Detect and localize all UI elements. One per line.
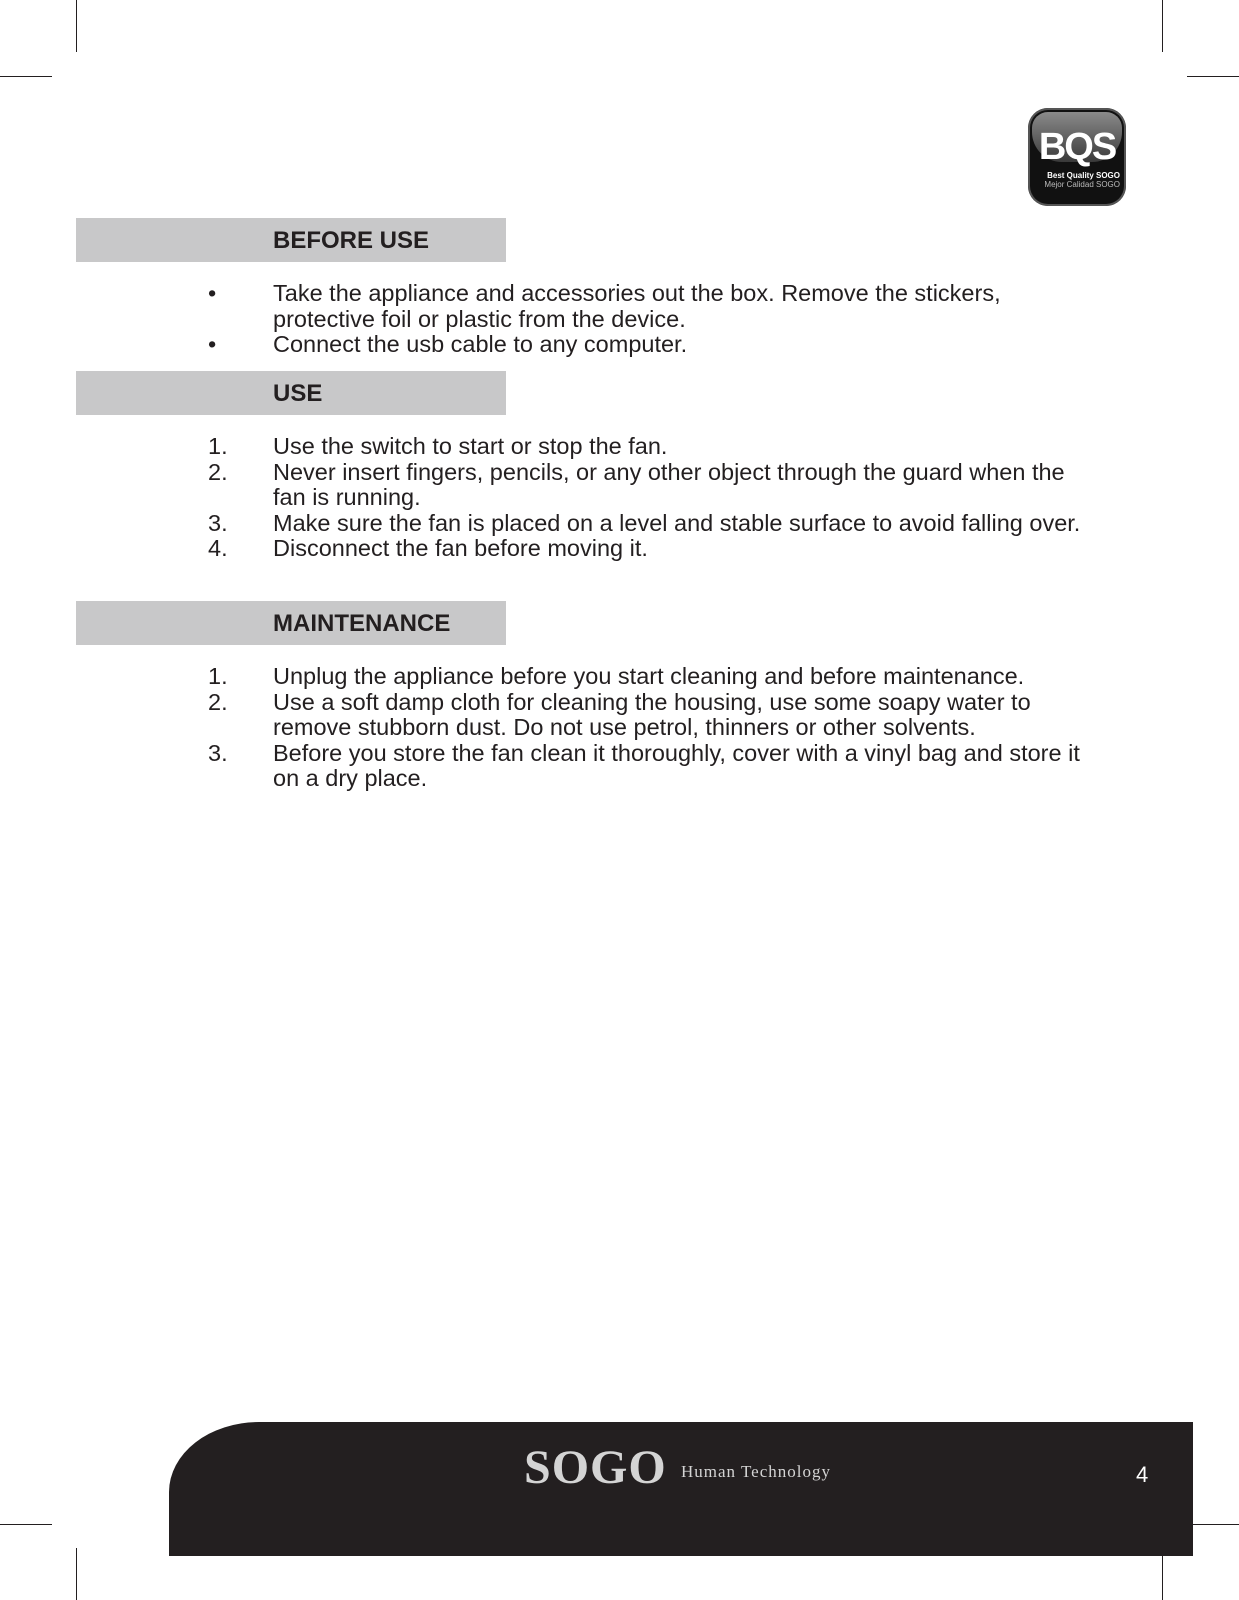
list-item-text: Never insert fingers, pencils, or any other object through the guard when the fan is running. [273, 458, 1065, 510]
list-item [0, 536, 1100, 562]
use-list [0, 434, 1100, 562]
list-item-text: Make sure the fan is placed on a level and stable surface to avoid falling over. [273, 509, 1081, 536]
badge-line-2: Mejor Calidad SOGO [1044, 180, 1120, 189]
maintenance-list [0, 664, 1100, 792]
badge-line-1: Best Quality SOGO [1047, 171, 1120, 180]
before-use-list [0, 281, 1100, 358]
page-footer [169, 1422, 1193, 1556]
list-item [0, 460, 1100, 511]
crop-mark [76, 0, 77, 52]
list-number: 1. [208, 663, 228, 689]
crop-mark [0, 1524, 52, 1525]
section-header-maintenance [76, 601, 506, 645]
section-header-before-use [76, 218, 506, 262]
section-title: BEFORE USE [273, 227, 430, 254]
crop-mark [0, 76, 52, 77]
list-item-text: Use the switch to start or stop the fan. [273, 433, 668, 459]
list-number: 1. [208, 433, 228, 459]
list-item-text: Before you store the fan clean it thoroughly, cover with a vinyl bag and store it on a dry place. [273, 739, 1080, 791]
list-item [0, 332, 1100, 358]
list-item-text: Disconnect the fan before moving it. [273, 535, 648, 561]
section-title: USE [273, 380, 323, 407]
crop-mark [76, 1548, 77, 1600]
list-item [0, 511, 1100, 537]
brand-logo: SOGO [524, 1441, 667, 1494]
list-item-text: Use a soft damp cloth for cleaning the housing, use some soapy water to remove stubborn dust. Do not use petrol, thinners or other solvents. [273, 688, 1031, 740]
list-item [0, 281, 1100, 332]
list-item-text: Connect the usb cable to any computer. [273, 331, 688, 357]
list-number: 3. [208, 509, 228, 536]
bqs-logo [1028, 108, 1126, 206]
list-item [0, 741, 1100, 792]
list-item-text: Unplug the appliance before you start cleaning and before maintenance. [273, 663, 1025, 689]
list-item [0, 690, 1100, 741]
bullet-marker: • [208, 331, 217, 357]
list-item-text: Take the appliance and accessories out the box. Remove the stickers, protective foil or plastic from the device. [273, 280, 1001, 332]
list-number: 2. [208, 458, 228, 485]
list-number: 3. [208, 739, 228, 766]
brand-tagline: Human Technology [681, 1462, 831, 1481]
list-item [0, 664, 1100, 690]
page-number: 4 [1136, 1462, 1149, 1487]
section-title: MAINTENANCE [273, 610, 451, 637]
section-header-use [76, 371, 506, 415]
crop-mark [1187, 1524, 1239, 1525]
crop-mark [1187, 76, 1239, 77]
list-number: 4. [208, 535, 228, 561]
list-item [0, 434, 1100, 460]
crop-mark [1162, 0, 1163, 52]
list-number: 2. [208, 688, 228, 715]
bullet-marker: • [208, 280, 217, 306]
badge-logo-text: BQS [1038, 126, 1116, 168]
